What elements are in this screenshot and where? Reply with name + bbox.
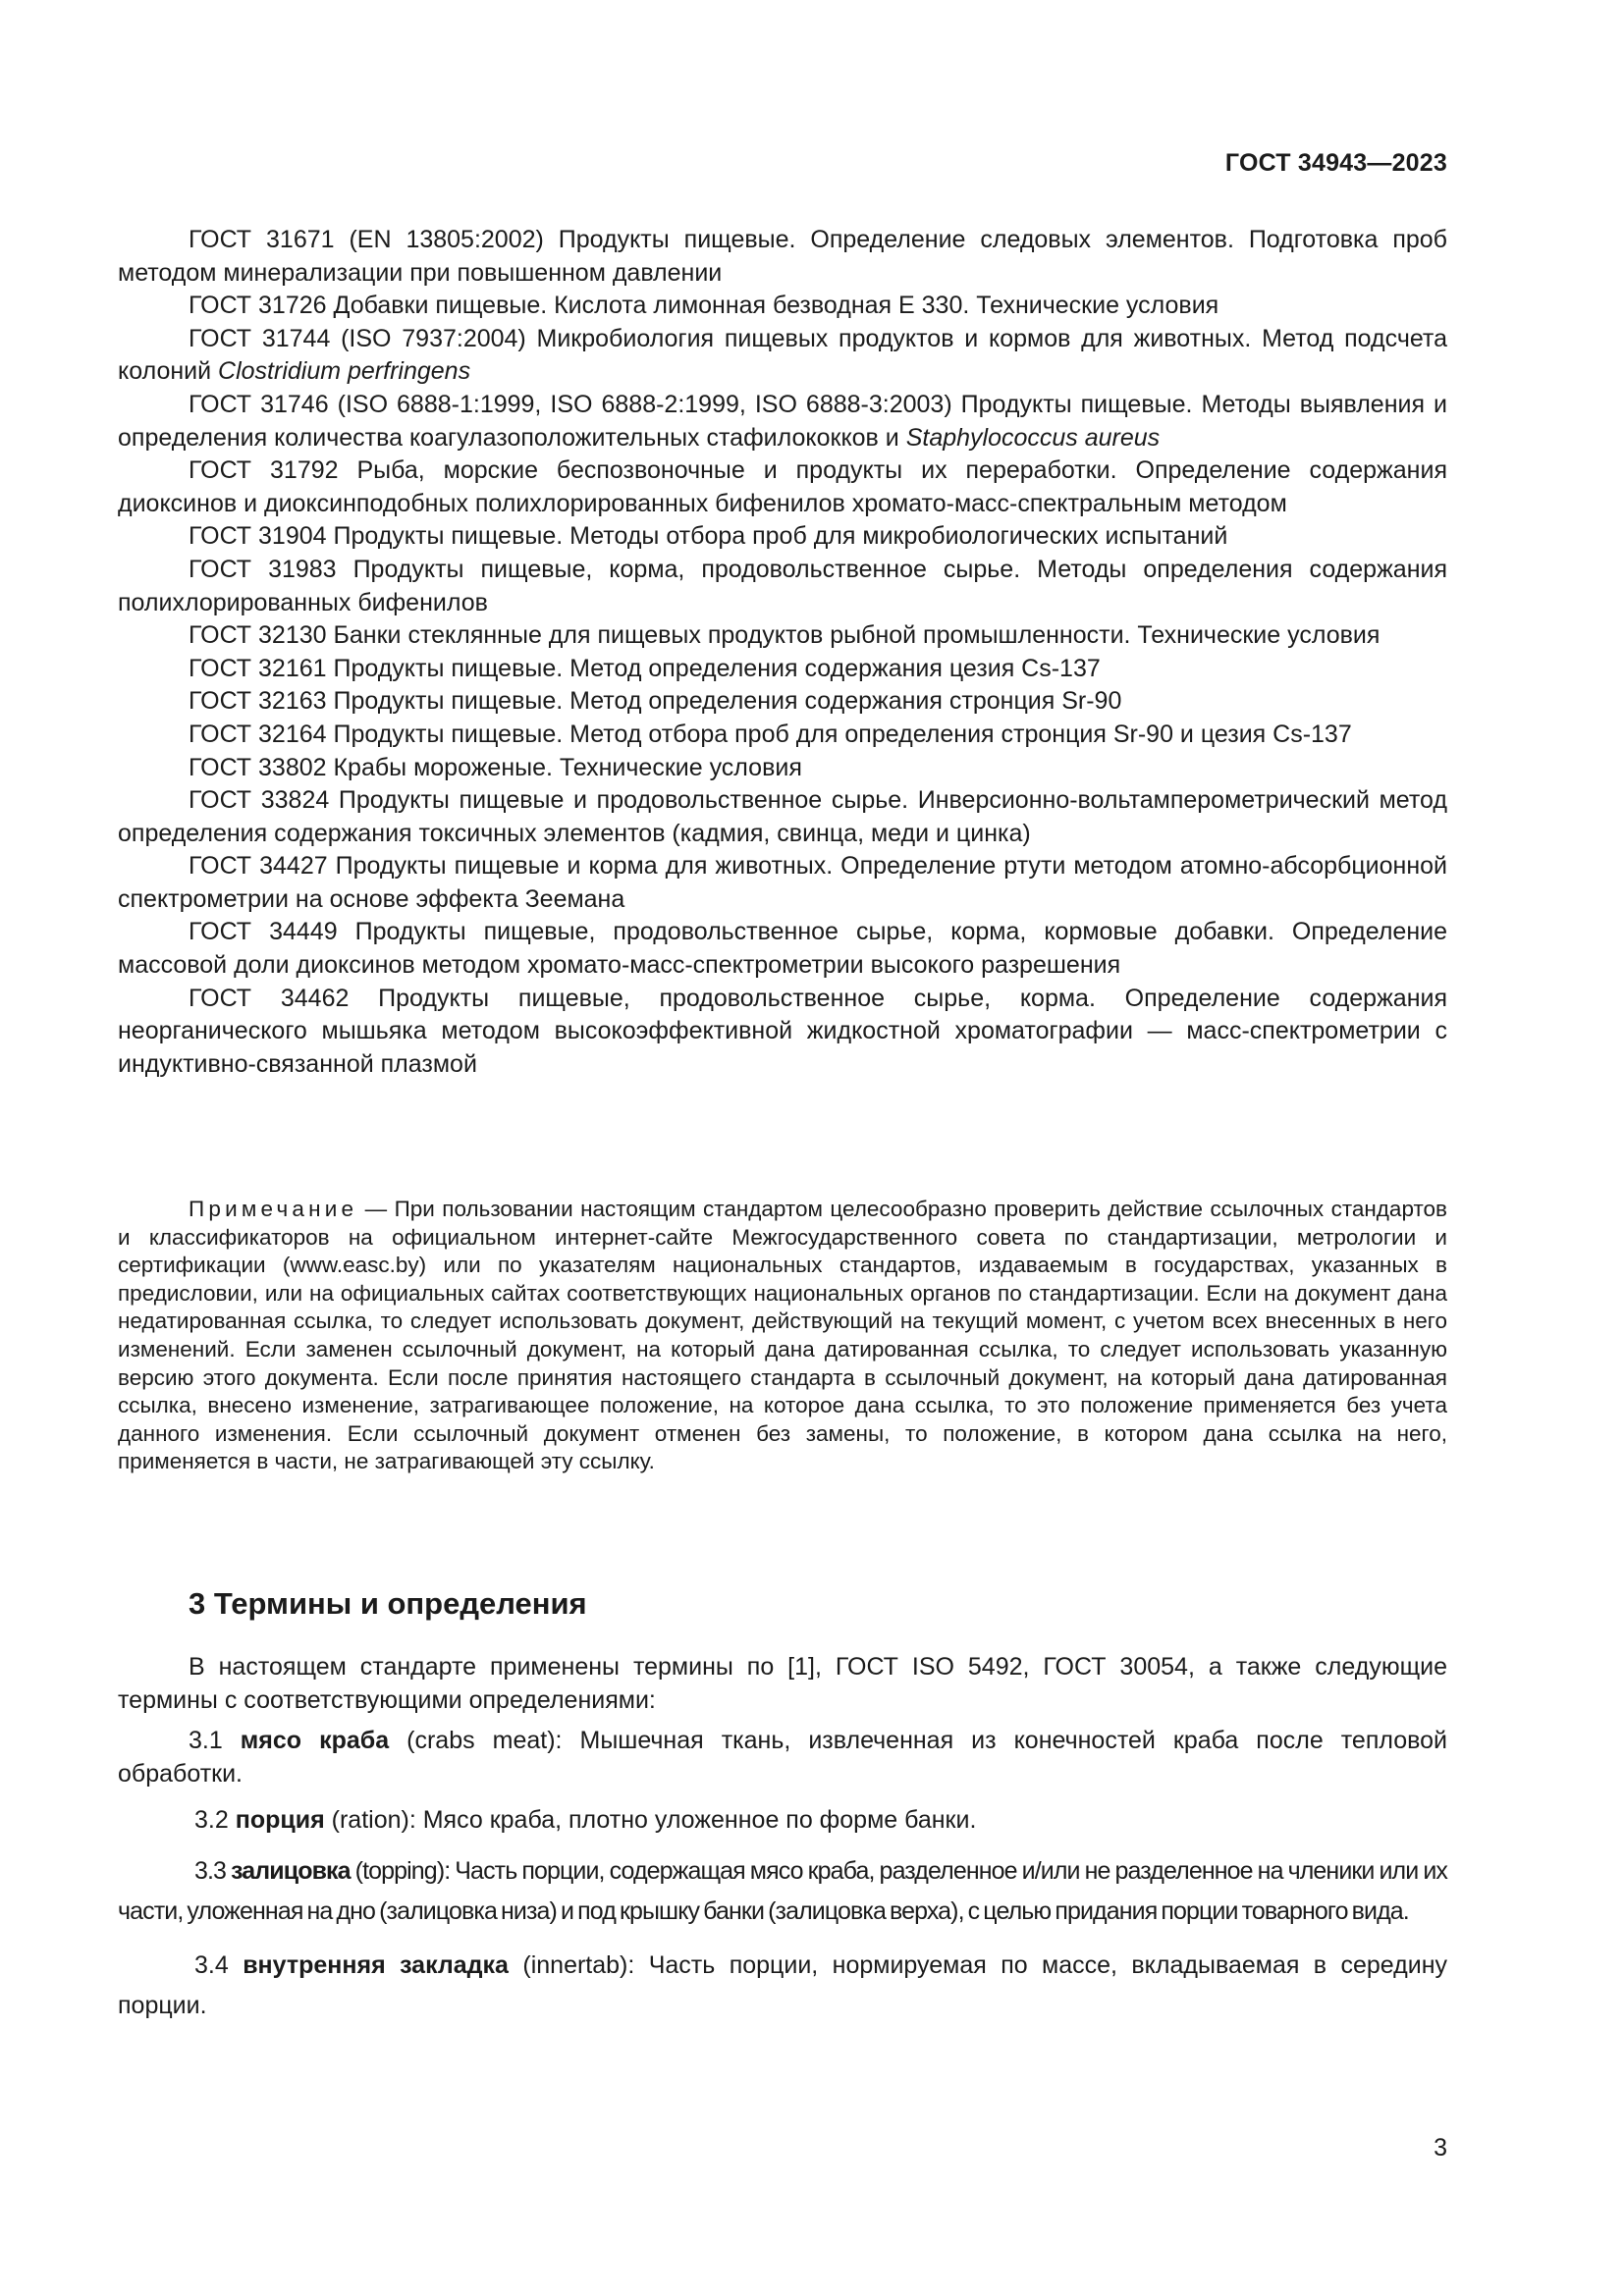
reference-item: ГОСТ 31744 (ISO 7937:2004) Микробиология пищевых продуктов и кормов для животных. Метод подсчета колоний Clostridium perfringens (118, 324, 1447, 386)
reference-item: ГОСТ 34462 Продукты пищевые, продовольственное сырье, корма. Определение содержания неорганического мышьяка методом высокоэффективной жидкостной хроматографии — масс-спектрометрии с индуктивно-связанной плазмой (118, 984, 1447, 1078)
term-name: залицовка (231, 1856, 351, 1885)
reference-item: ГОСТ 34427 Продукты пищевые и корма для животных. Определение ртути методом атомно-абсорбционной спектрометрии на основе эффекта Зеемана (118, 852, 1447, 913)
reference-item: ГОСТ 33824 Продукты пищевые и продовольственное сырье. Инверсионно-вольтамперометрический метод определения содержания токсичных элементов (кадмия, свинца, меди и цинка) (118, 786, 1447, 847)
reference-item: ГОСТ 32161 Продукты пищевые. Метод определения содержания цезия Cs-137 (189, 654, 1101, 682)
reference-italic-name: Staphylococcus aureus (905, 423, 1161, 452)
reference-item: ГОСТ 32164 Продукты пищевые. Метод отбора проб для определения стронция Sr-90 и цезия Cs-137 (189, 720, 1352, 748)
term-name: внутренняя закладка (243, 1950, 509, 1979)
note-label: Примечание (189, 1197, 358, 1221)
note-paragraph (118, 1196, 1447, 1476)
section-title: 3 Термины и определения (189, 1586, 587, 1621)
reference-item: ГОСТ 32130 Банки стеклянные для пищевых продуктов рыбной промышленности. Технические условия (189, 621, 1380, 650)
document-header: ГОСТ 34943—2023 (1224, 149, 1447, 177)
reference-item: ГОСТ 34449 Продукты пищевые, продовольственное сырье, корма, кормовые добавки. Определение массовой доли диоксинов методом хромато-масс-спектрометрии высокого разрешения (118, 918, 1447, 980)
reference-item: ГОСТ 31904 Продукты пищевые. Методы отбора проб для микробиологических испытаний (189, 522, 1228, 551)
reference-item: ГОСТ 32163 Продукты пищевые. Метод определения содержания стронция Sr-90 (189, 687, 1122, 716)
page-number: 3 (1434, 2134, 1447, 2162)
term-item: 3.2 порция (ration): Мясо краба, плотно уложенное по форме банки. (194, 1806, 977, 1835)
section-intro: В настоящем стандарте применены термины по [1], ГОСТ ISO 5492, ГОСТ 30054, а также следующие термины с соответствующими определениями: (118, 1653, 1447, 1714)
reference-item: ГОСТ 31983 Продукты пищевые, корма, продовольственное сырье. Методы определения содержания полихлорированных бифенилов (118, 555, 1447, 616)
normative-references-list (118, 224, 1447, 1081)
note-body: — При пользовании настоящим стандартом целесообразно проверить действие ссылочных стандартов и классификаторов на официальном интернет-сайте Межгосударственного совета по стандартизации, метрологии и сертификации (www.easc.by) или по указателям национальных стандартов, издаваемым в государствах, указанных в предисловии, или на официальных сайтах соответствующих национальных органов по стандартизации. Если на документ дана недатированная ссылка, то следует использовать документ, действующий на текущий момент, с учетом всех внесенных в него изменений. Если заменен ссылочный документ, на который дана датированная ссылка, то следует использовать указанную версию этого документа. Если после принятия настоящего стандарта в ссылочный документ, на который дана датированная ссылка, внесено изменение, затрагивающее положение, на которое дана ссылка, то это положение применяется без учета данного изменения. Если ссылочный документ отменен без замены, то положение, в котором дана ссылка на него, применяется в части, не затрагивающей эту ссылку. (118, 1197, 1447, 1474)
term-item: 3.4 внутренняя закладка (innertab): Часть порции, нормируемая по массе, вкладываемая в середину порции. (118, 1950, 1448, 2019)
reference-item: ГОСТ 31792 Рыба, морские беспозвоночные и продукты их переработки. Определение содержания диоксинов и диоксинподобных полихлорированных бифенилов хромато-масс-спектральным методом (118, 456, 1447, 517)
reference-item: ГОСТ 31746 (ISO 6888-1:1999, ISO 6888-2:1999, ISO 6888-3:2003) Продукты пищевые. Методы выявления и определения количества коагулазоположительных стафилококков и Staphylococcus aureus (118, 390, 1447, 452)
term-name: порция (235, 1806, 325, 1835)
reference-item: ГОСТ 33802 Крабы мороженые. Технические условия (189, 753, 802, 781)
terms-section (118, 1651, 1447, 2026)
reference-item: ГОСТ 31726 Добавки пищевые. Кислота лимонная безводная Е 330. Технические условия (189, 292, 1219, 320)
term-name: мясо краба (240, 1727, 390, 1755)
note-block (118, 1196, 1447, 1476)
reference-italic-name: Clostridium perfringens (218, 357, 471, 386)
term-item: 3.1 мясо краба (crabs meat): Мышечная ткань, извлеченная из конечностей краба после тепловой обработки. (118, 1727, 1448, 1788)
term-item: 3.3 залицовка (topping): Часть порции, содержащая мясо краба, разделенное и/или не разделенное на членики или их части, уложенная на дно (залицовка низа) и под крышку банки (залицовка верха), с целью придания порции товарного вида. (118, 1856, 1447, 1925)
reference-item: ГОСТ 31671 (EN 13805:2002) Продукты пищевые. Определение следовых элементов. Подготовка проб методом минерализации при повышенном давлении (118, 226, 1447, 287)
